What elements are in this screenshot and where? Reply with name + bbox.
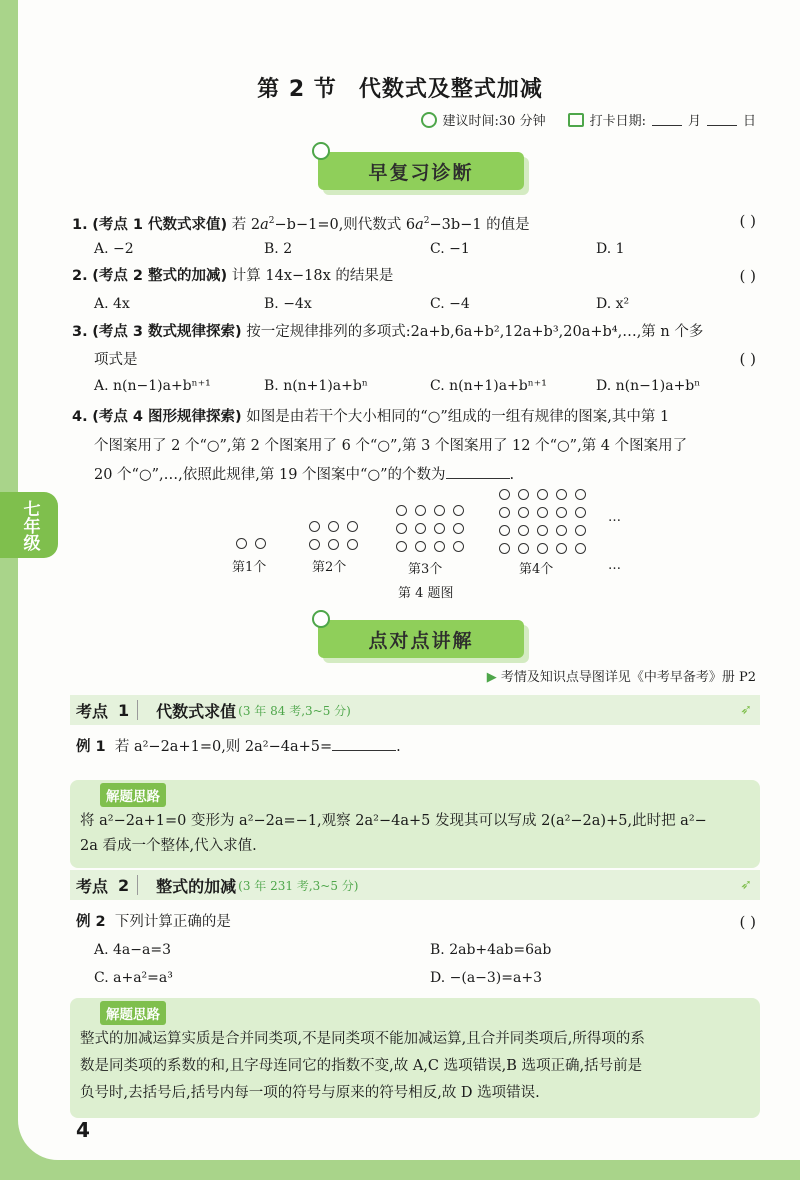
example-1-label: 例 1 [76, 739, 106, 755]
q4-text-line3: 20 个“○”,…,依照此规律,第 19 个图案中“○”的个数为 . [94, 467, 515, 483]
paper-plane-icon: ➶ [740, 877, 752, 893]
q3-option-a[interactable]: A. n(n−1)a+bⁿ⁺¹ [94, 378, 211, 394]
fig4-ellipsis-top: … [608, 510, 621, 525]
q4-tag: (考点 4 图形规律探索) [92, 409, 242, 425]
example-2 [76, 908, 231, 936]
fig4-pattern-3 [396, 505, 464, 552]
q3-tag: (考点 3 数式规律探索) [92, 324, 242, 340]
q1-option-a[interactable]: A. −2 [94, 241, 134, 257]
q3-option-b[interactable]: B. n(n+1)a+bⁿ [264, 378, 368, 394]
reference-note [487, 666, 756, 685]
calendar-icon [568, 113, 584, 127]
q2-option-d[interactable]: D. x² [596, 296, 630, 312]
q2-number: 2. [72, 268, 88, 284]
think-1-line1: 将 a²−2a+1=0 变形为 a²−2a=−1,观察 2a²−4a+5 发现其可以写成 2(a²−2a)+5,此时把 a²− [80, 813, 707, 829]
kaodian-2-name: 整式的加减 [156, 876, 237, 896]
clock-icon [421, 112, 437, 128]
section-name: 代数式及整式加减 [358, 77, 543, 102]
month-blank[interactable] [652, 114, 682, 126]
kaodian-2-label: 考点 [76, 876, 109, 896]
think-2-line3: 负号时,去括号后,括号内每一项的符号与原来的符号相反,故 D 选项错误. [80, 1085, 540, 1101]
q1-number: 1. [72, 216, 88, 233]
think-box-2 [70, 998, 760, 1118]
example-2-option-a[interactable]: A. 4a−a=3 [94, 942, 171, 958]
q3-option-d[interactable]: D. n(n−1)a+bⁿ [596, 378, 701, 394]
think-box-1 [70, 780, 760, 868]
play-icon: ▶ [486, 670, 497, 685]
page-title [0, 72, 800, 103]
kaodian-1-bar [70, 695, 760, 725]
example-1-text: 若 a²−2a+1=0,则 2a²−4a+5= [114, 739, 333, 755]
banner-review: 早复习诊断 [318, 152, 524, 190]
q2-answer-paren[interactable]: ( ) [739, 267, 756, 285]
example-1-blank[interactable] [332, 737, 396, 751]
q2-option-a[interactable]: A. 4x [94, 296, 130, 312]
think-label-2: 解题思路 [100, 1001, 166, 1025]
example-1: 例 1 若 a²−2a+1=0,则 2a²−4a+5= . [76, 739, 401, 755]
q1-option-b[interactable]: B. 2 [264, 241, 293, 257]
kaodian-1-divider [137, 700, 138, 720]
kaodian-2-bar [70, 870, 760, 900]
q3-option-c[interactable]: C. n(n+1)a+bⁿ⁺¹ [430, 378, 547, 394]
fig4-ellipsis-bottom: … [608, 558, 621, 573]
kaodian-2-divider [137, 875, 138, 895]
page-number: 4 [76, 1118, 90, 1142]
example-2-text: 下列计算正确的是 [114, 914, 231, 930]
example-2-option-b[interactable]: B. 2ab+4ab=6ab [430, 942, 552, 958]
q3-number: 3. [72, 324, 88, 340]
q4-answer-blank[interactable] [446, 465, 510, 479]
think-1-line2: 2a 看成一个整体,代入求值. [80, 838, 257, 854]
day-label: 日 [742, 114, 756, 129]
fig4-label-2: 第2个 [312, 560, 347, 575]
question-2 [72, 262, 393, 290]
kaodian-1-label: 考点 [76, 701, 109, 721]
reference-text: 考情及知识点导图详见《中考早备考》册 P2 [500, 670, 756, 685]
example-2-label: 例 2 [76, 914, 106, 930]
kaodian-2-stats: (3 年 231 考,3~5 分) [238, 878, 359, 893]
kaodian-1-name: 代数式求值 [156, 701, 237, 721]
q4-number: 4. [72, 409, 88, 425]
q3-text-line2: 项式是 [94, 352, 138, 368]
question-4 [72, 403, 669, 431]
fig4-caption: 第 4 题图 [398, 586, 454, 601]
q3-answer-paren[interactable]: ( ) [739, 350, 756, 368]
q1-tag: (考点 1 代数式求值) [92, 216, 228, 233]
month-label: 月 [687, 114, 701, 129]
fig4-label-3: 第3个 [408, 562, 443, 577]
kaodian-2-number: 2 [118, 875, 130, 895]
kaodian-1-number: 1 [118, 700, 130, 720]
example-2-answer-paren[interactable]: ( ) [739, 913, 756, 931]
q2-option-b[interactable]: B. −4x [264, 296, 312, 312]
fig4-pattern-4 [499, 489, 586, 554]
study-meta [421, 110, 756, 129]
fig4-label-1: 第1个 [232, 560, 267, 575]
think-2-line1: 整式的加减运算实质是合并同类项,不是同类项不能加减运算,且合并同类项后,所得项的系 [80, 1031, 645, 1047]
question-3 [72, 318, 703, 346]
section-number: 第 2 节 [257, 77, 337, 102]
q1-option-d[interactable]: D. 1 [596, 241, 625, 257]
q3-text-line1: 按一定规律排列的多项式:2a+b,6a+b²,12a+b³,20a+b⁴,…,第 n 个多 [246, 324, 704, 340]
suggested-time: 建议时间:30 分钟 [442, 114, 546, 129]
day-blank[interactable] [707, 114, 737, 126]
q2-tag: (考点 2 整式的加减) [92, 268, 228, 284]
example-2-option-d[interactable]: D. −(a−3)=a+3 [430, 970, 542, 986]
fig4-pattern-2 [309, 521, 358, 550]
fig4-label-4: 第4个 [519, 562, 554, 577]
question-1 [72, 207, 530, 239]
q1-text: 若 $2a^2-b-1=0$,则代数式 $6a^2-3b-1$ 的值是 [231, 216, 530, 233]
fig4-pattern-1 [236, 538, 266, 549]
q1-answer-paren[interactable]: ( ) [739, 212, 756, 230]
think-label-1: 解题思路 [100, 783, 166, 807]
paper-plane-icon: ➶ [740, 702, 752, 718]
q2-option-c[interactable]: C. −4 [430, 296, 470, 312]
example-2-option-c[interactable]: C. a+a²=a³ [94, 970, 173, 986]
grade-tab: 七年级 [0, 492, 58, 558]
banner-explain: 点对点讲解 [318, 620, 524, 658]
kaodian-1-stats: (3 年 84 考,3~5 分) [238, 703, 351, 718]
q1-option-c[interactable]: C. −1 [430, 241, 470, 257]
q4-text-line2: 个图案用了 2 个“○”,第 2 个图案用了 6 个“○”,第 3 个图案用了 12 个“○”,第 4 个图案用了 [94, 438, 688, 454]
checkin-label: 打卡日期: [589, 114, 646, 129]
q4-text-line1: 如图是由若干个大小相同的“○”组成的一组有规律的图案,其中第 1 [246, 409, 670, 425]
think-2-line2: 数是同类项的系数的和,且字母连同它的指数不变,故 A,C 选项错误,B 选项正确,括号前是 [80, 1058, 643, 1074]
q2-text: 计算 14x−18x 的结果是 [231, 268, 394, 284]
